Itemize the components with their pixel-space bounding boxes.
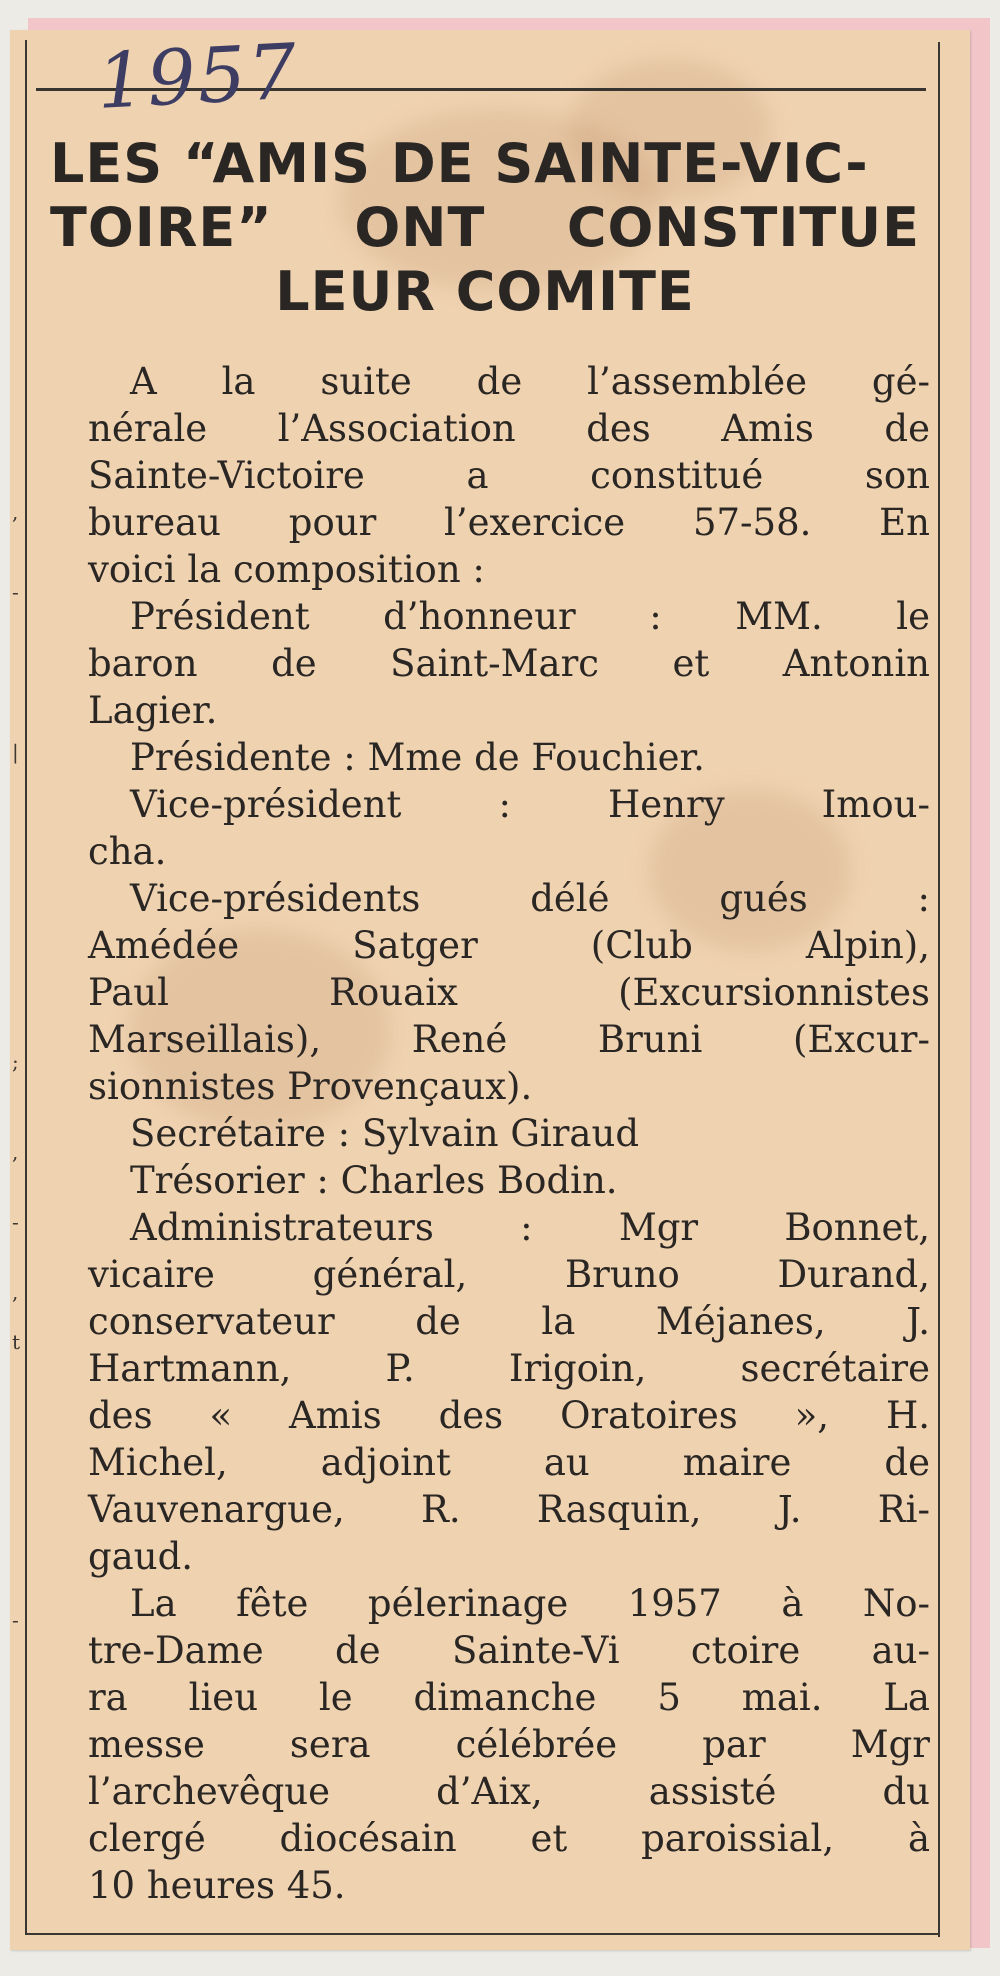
edge-print-fragment: ; — [12, 1050, 19, 1074]
article-line: messe sera célébrée par Mgr — [88, 1723, 930, 1766]
edge-print-fragment: - — [12, 1608, 19, 1632]
article-line: vicaire général, Bruno Durand, — [88, 1253, 930, 1296]
headline-line-2: TOIRE” ONT CONSTITUE — [50, 196, 920, 259]
edge-print-fragment: , — [12, 1140, 19, 1164]
article-line: Lagier. — [88, 689, 218, 732]
edge-print-fragment: , — [12, 500, 19, 524]
article-line: La fête pélerinage 1957 à No- — [130, 1582, 930, 1625]
article-body — [88, 358, 930, 1909]
article-line: Trésorier : Charles Bodin. — [130, 1159, 618, 1202]
edge-print-fragment: - — [12, 1210, 19, 1234]
article-line: voici la composition : — [88, 548, 485, 591]
article-line: baron de Saint-Marc et Antonin — [88, 642, 930, 685]
article-line: Vice-présidents délé gués : — [130, 877, 930, 920]
article-line: Marseillais), René Bruni (Excur- — [88, 1018, 930, 1061]
article-line: cha. — [88, 830, 167, 873]
article-line: sionnistes Provençaux). — [88, 1065, 533, 1108]
edge-print-fragment: | — [12, 740, 19, 764]
article-line: Amédée Satger (Club Alpin), — [88, 924, 930, 967]
article-line: Paul Rouaix (Excursionnistes — [88, 971, 930, 1014]
article-line: Hartmann, P. Irigoin, secrétaire — [88, 1347, 930, 1390]
handwritten-year: 1957 — [94, 26, 301, 126]
article-line: l’archevêque d’Aix, assisté du — [88, 1770, 930, 1813]
article-line: nérale l’Association des Amis de — [88, 407, 930, 450]
frame-line-left — [25, 40, 27, 1935]
edge-print-fragment: , — [12, 1280, 19, 1304]
article-line: bureau pour l’exercice 57-58. En — [88, 501, 930, 544]
article-line: Michel, adjoint au maire de — [88, 1441, 930, 1484]
article-line: Vice-président : Henry Imou- — [130, 783, 930, 826]
frame-line-right — [938, 42, 940, 1937]
edge-print-fragment: - — [12, 580, 19, 604]
article-line: tre-Dame de Sainte-Vi ctoire au- — [88, 1629, 930, 1672]
article-line: 10 heures 45. — [88, 1864, 346, 1907]
article-line: Sainte-Victoire a constitué son — [88, 454, 930, 497]
article-line: Administrateurs : Mgr Bonnet, — [130, 1206, 930, 1249]
article-line: ra lieu le dimanche 5 mai. La — [88, 1676, 930, 1719]
headline-line-1: LES “AMIS DE SAINTE-VIC- — [50, 132, 869, 195]
frame-line-bottom — [25, 1933, 940, 1935]
article-line: clergé diocésain et paroissial, à — [88, 1817, 930, 1860]
article-line: A la suite de l’assemblée gé- — [130, 360, 930, 403]
article-line: Secrétaire : Sylvain Giraud — [130, 1112, 640, 1155]
article-line: gaud. — [88, 1535, 194, 1578]
edge-print-fragment: t — [12, 1330, 21, 1354]
article-line: des « Amis des Oratoires », H. — [88, 1394, 930, 1437]
article-line: Président d’honneur : MM. le — [130, 595, 930, 638]
article-line: Présidente : Mme de Fouchier. — [130, 736, 705, 779]
headline-line-3: LEUR COMITE — [275, 260, 695, 323]
article-headline — [50, 132, 920, 324]
article-line: conservateur de la Méjanes, J. — [88, 1300, 930, 1343]
article-line: Vauvenargue, R. Rasquin, J. Ri- — [88, 1488, 930, 1531]
